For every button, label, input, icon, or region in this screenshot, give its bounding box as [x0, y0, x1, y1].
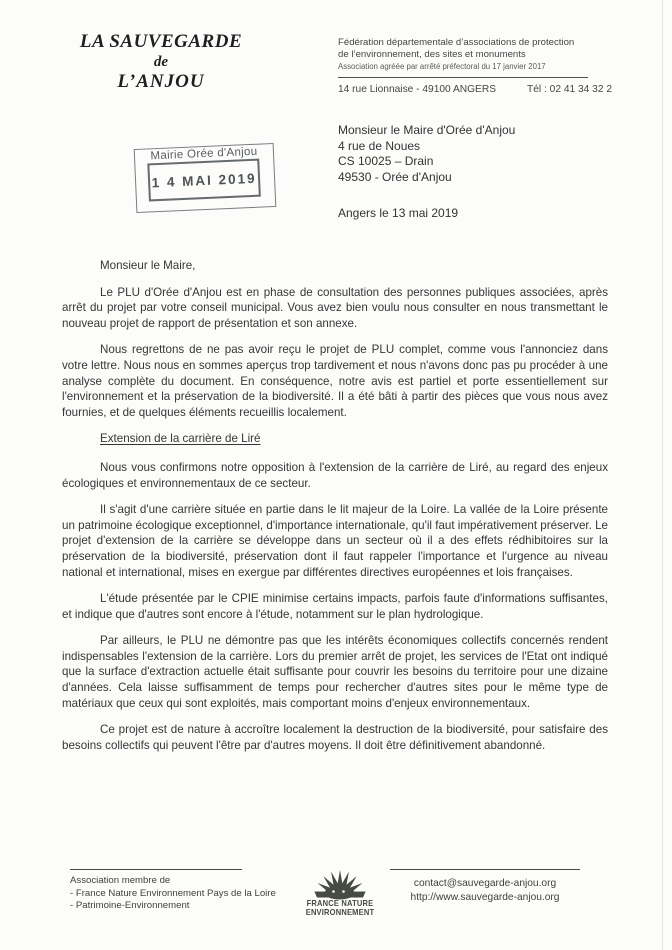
- membership-item-1: - France Nature Environnement Pays de la Loire: [70, 887, 276, 899]
- dateline: Angers le 13 mai 2019: [338, 206, 459, 220]
- paragraph-2: Nous regrettons de ne pas avoir reçu le projet de PLU complet, comme vous l'annonciez dans votre lettre. Nous nous en sommes aperçus trop tardivement et nous n'avons donc pas pu procéder à une analyse complète du document. En conséquence, notre avis est partiel et porte essentiellement sur l'environnement et la préservation de la biodiversité. Il a été bâti à partir des pièces que vous nous avez fournies, et de quelques éléments recueillis localement.: [62, 343, 608, 419]
- letterhead-divider: [338, 77, 588, 78]
- section-heading: [62, 431, 608, 447]
- salutation: Monsieur le Maire,: [100, 259, 196, 272]
- stamp-title: Mairie Orée d'Anjou: [150, 145, 258, 163]
- footer-right-divider: [390, 869, 580, 870]
- recipient-line4: 49530 - Orée d'Anjou: [338, 169, 452, 184]
- recipient-line2: 4 rue de Noues: [338, 138, 421, 153]
- stamp-date: 1 4 MAI 2019: [151, 170, 257, 190]
- recipient-line3: CS 10025 – Drain: [338, 154, 434, 168]
- org-name-line1: LA SAUVEGARDE: [79, 31, 243, 52]
- footer-contact: [388, 869, 582, 904]
- paragraph-3: Nous vous confirmons notre opposition à l'extension de la carrière de Liré, au regard des enjeux écologiques et environnementaux de ce secteur.: [62, 460, 608, 490]
- org-logo: [72, 31, 250, 93]
- scan-edge-artifact: [662, 0, 663, 950]
- org-name-line2: de: [153, 54, 169, 70]
- section-heading-text: Extension de la carrière de Liré: [100, 432, 261, 446]
- recipient-line1: Monsieur le Maire d'Orée d'Anjou: [338, 123, 516, 137]
- paragraph-4: Il s'agit d'une carrière située en partie dans le lit majeur de la Loire. La vallée de la Loire présente un patrimoine écologique exceptionnel, d'importance internationale, qu'il faut impérativement préserver. Le projet d'extension de la carrière se développe dans un secteur où il a des effets rédhibitoires sur la préservation de la biodiversité, préservation dont il faut rappeler l'importance et l'urgence au niveau national et international, mises en exergue par différentes directives européennes et lois françaises.: [62, 503, 608, 579]
- paragraph-1: Le PLU d'Orée d'Anjou est en phase de consultation des personnes publiques associées, après arrêt du projet par votre conseil municipal. Vous avez bien voulu nous consulter en nous transmettant le nouveau projet de rapport de présentation et son annexe.: [62, 285, 608, 330]
- footer-left-divider: [70, 869, 242, 870]
- footer-memberships: [70, 869, 290, 913]
- paragraph-5: L'étude présentée par le CPIE minimise certains impacts, parfois faute d'informations suffisantes, et indique que d'autres sont encore à l'étude, notamment sur le plan hydrologique.: [62, 592, 608, 621]
- contact-email: contact@sauvegarde-anjou.org: [413, 878, 557, 889]
- stamp-date-box: [147, 159, 261, 202]
- federation-block: [338, 37, 612, 95]
- federation-line2: de l’environnement, des sites et monuments: [338, 49, 526, 60]
- letterhead-address-row: [338, 84, 612, 95]
- org-phone: Tél : 02 41 34 32 2: [527, 84, 612, 95]
- letter-body: [62, 258, 608, 764]
- contact-website: http://www.sauvegarde-anjou.org: [410, 891, 560, 903]
- date-received-stamp: [134, 143, 277, 213]
- org-name-line3: L’ANJOU: [117, 71, 205, 92]
- fne-logo-text-line1: FRANCE NATURE: [306, 899, 374, 908]
- membership-intro: Association membre de: [70, 875, 171, 886]
- hedgehog-icon: [308, 864, 372, 900]
- membership-item-2: - Patrimoine-Environnement: [70, 900, 190, 911]
- federation-line1: Fédération départementale d’associations de protection: [338, 37, 575, 48]
- org-street-address: 14 rue Lionnaise - 49100 ANGERS: [338, 84, 497, 95]
- fne-logo: [299, 864, 381, 917]
- recipient-address: [338, 123, 515, 185]
- accreditation-note: Association agréée par arrêté préfectoral du 17 janvier 2017: [338, 62, 546, 71]
- fne-logo-text-line2: ENVIRONNEMENT: [305, 907, 375, 917]
- paragraph-7: Ce projet est de nature à accroître localement la destruction de la biodiversité, pour satisfaire des besoins collectifs qui peuvent l'être par d'autres moyens. Il doit être définitivement abandonné.: [62, 723, 608, 752]
- paragraph-6: Par ailleurs, le PLU ne démontre pas que les intérêts économiques collectifs concernés rendent indispensables l'extension de la carrière. Lors du premier arrêt de projet, les services de l'Etat ont indiqué que la surface d'extraction actuelle était suffisante pour couvrir les besoins du territoire pour une dizaine d'années. Cela laisse suffisamment de temps pour rechercher d'autres sites pour le même type de matériaux que ceux qui sont exploités, mais comportant moins d'enjeux environnementaux.: [62, 634, 608, 710]
